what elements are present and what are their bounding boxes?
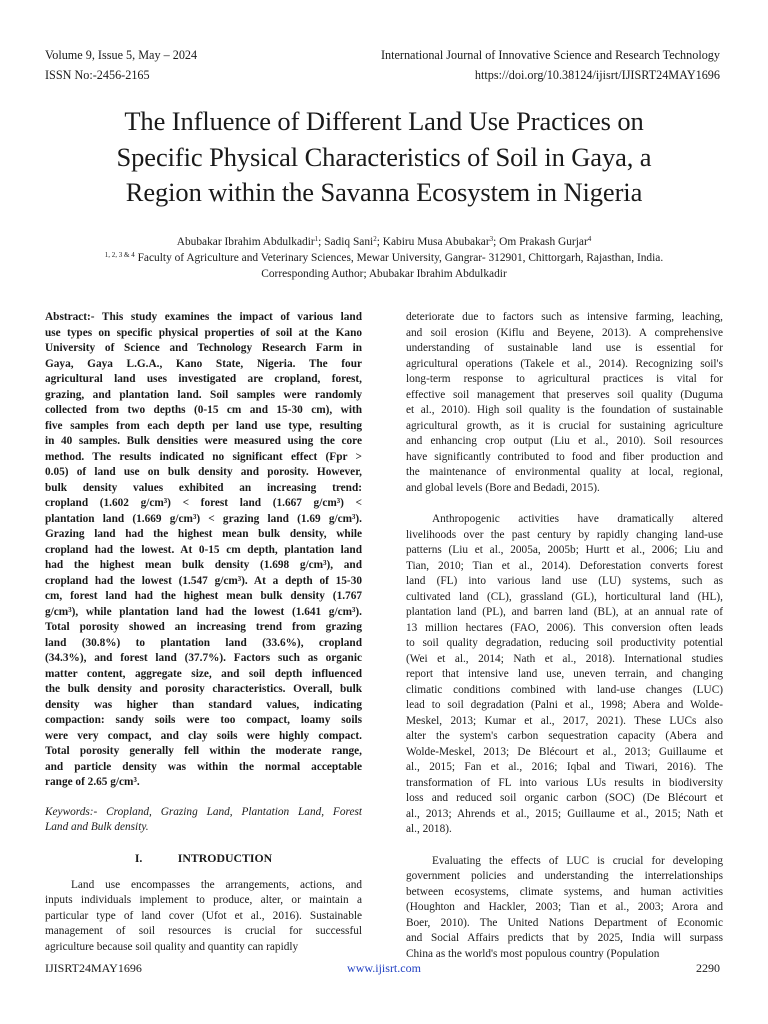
text-line: patterns (Liu et al., 2005a, 2005b; Hurtt et al., 2006; Liu and: [406, 544, 723, 556]
text-line: Keywords:- Cropland, Grazing Land, Plantation Land, Forest: [45, 805, 362, 818]
text-line: and soil erosion (Kiflu and Beyene, 2013). A comprehensive: [406, 326, 723, 339]
text-line: Grazing land had the highest mean bulk density, while: [45, 528, 362, 540]
text-line: had the highest mean bulk density (1.698 g/cm³), and: [45, 559, 362, 571]
text-line: (34.3%), and forest land (37.7%). Factors such as organic: [45, 652, 362, 664]
text-line: in 40 samples. Bulk densities were measured using the core: [45, 435, 362, 447]
text-line: government policies and understanding the interrelationships: [406, 870, 723, 882]
title-line: Region within the Savanna Ecosystem in Nigeria: [125, 177, 643, 207]
text-line: cropland had the lowest (1.547 g/cm³). At a depth of 15-30: [45, 574, 362, 587]
intro-paragraph: [45, 878, 362, 956]
text-line: transformation of FL into various LUs results in biodiversity: [406, 776, 723, 789]
text-line: al., 2015; Fan et al., 2016; Iqbal and Tiwari, 2016). The: [406, 761, 723, 773]
title-line: Specific Physical Characteristics of Soil in Gaya, a: [116, 141, 652, 172]
text-line: livelihoods over the past century by rapidly changing land-use: [406, 528, 723, 541]
text-line: grazing, and plantation land. Soil samples were randomly: [45, 388, 362, 401]
text-line: understanding of sustainable land use is essential for: [406, 342, 723, 354]
journal-name: International Journal of Innovative Science and Research Technology: [380, 48, 720, 62]
section-heading: I. INTRODUCTION: [134, 850, 273, 865]
text-line: the maintenance of environmental quality at local, regional,: [406, 466, 723, 478]
text-line: agricultural operations (Takele et al., 2014). Recognizing soil's: [406, 357, 723, 370]
text-line: Abstract:- This study examines the impact of various land: [45, 311, 362, 323]
website-link[interactable]: www.ijisrt.com: [347, 961, 421, 975]
text-line: cm, forest land had the highest mean bulk density (1.767: [45, 590, 362, 602]
text-line: University of Science and Technology Research Farm in: [45, 342, 362, 354]
text-line: five samples from each depth per land use type, resulting: [45, 419, 362, 432]
paragraph: [406, 310, 723, 496]
text-line: use types on specific physical properties of soil at the Kano: [45, 326, 362, 339]
author-name: ; Om Prakash Gurjar: [493, 236, 588, 248]
text-line: inputs individuals implement to produce, alter, or maintain a: [45, 894, 362, 906]
left-column: [45, 310, 362, 955]
author-list: Abubakar Ibrahim Abdulkadir$^1$; Sadiq Sani$^2$; Kabiru Musa Abubakar$^3$; Om Prakash Gurjar$^4$: [176, 235, 592, 248]
text-line: report that intensive land use, uneven terrain, and changing: [406, 668, 723, 680]
text-line: plantation land (PL), and barren land (BL), at an annual rate of: [406, 606, 723, 618]
corresponding-author: Corresponding Author; Abubakar Ibrahim Abdulkadir: [261, 268, 507, 280]
text-line: the bulk density and porosity characteristics. Overall, bulk: [45, 683, 362, 695]
text-line: Boer, 2010). The United Nations Department of Economic: [406, 916, 723, 929]
text-line: 13 million hectares (FAO, 2006). This conversion often leads: [406, 621, 723, 634]
text-line: Wolde-Meskel, 2013; De Blécourt et al., 2013; Guillaume et: [406, 745, 723, 758]
text-line: and global levels (Bore and Bedadi, 2015).: [406, 481, 600, 494]
text-line: have significantly contributed to food and fiber production and: [406, 450, 723, 463]
text-line: cropland had the lowest. At 0-15 cm depth, plantation land: [45, 543, 362, 556]
text-line: al., 2013; Ahrends et al., 2015; Guillaume et al., 2015; Nath et: [406, 807, 723, 820]
paper-id: IJISRT24MAY1696: [45, 961, 142, 975]
text-line: collected from two depths (0-15 cm and 15-30 cm), with: [45, 404, 362, 416]
text-line: lead to soil degradation (Palni et al., 1998; Abera and Wolde-: [406, 699, 723, 711]
keywords: [45, 805, 362, 836]
text-line: et al., 2010). High soil quality is the foundation of sustainable: [406, 404, 723, 416]
paper-title: [0, 104, 768, 211]
text-line: plantation land (1.669 g/cm³) < grazing land (1.69 g/cm³).: [45, 512, 362, 525]
text-line: land (30.8%) to plantation land (33.6%), cropland: [45, 636, 362, 649]
journal-volume: Volume 9, Issue 5, May – 2024: [45, 48, 198, 62]
text-line: Anthropogenic activities have dramatically altered: [432, 513, 723, 525]
text-line: climatic conditions combined with land-use changes (LUC): [406, 683, 723, 696]
text-line: deteriorate due to factors such as intensive farming, leaching,: [406, 311, 723, 323]
text-line: Tian, 2010; Tian et al., 2014). Deforestation converts forest: [406, 559, 723, 572]
text-line: (Houghton and Hackler, 2003; Tian et al., 2003; Arora and: [406, 901, 723, 913]
page-number: 2290: [696, 961, 720, 975]
right-column: [406, 310, 723, 962]
paragraph: [406, 854, 723, 963]
text-line: China as the world's most populous country (Population: [406, 947, 660, 960]
text-line: were very compact, and clay soils were highly compact.: [45, 729, 362, 742]
author-name: ; Sadiq Sani: [318, 236, 374, 248]
text-line: and Social Affairs predicts that by 2025, India will surpass: [406, 932, 723, 944]
doi-link[interactable]: https://doi.org/10.38124/ijisrt/IJISRT24MAY1696: [474, 68, 720, 82]
text-line: 0.05) of land use on bulk density and porosity. However,: [45, 466, 362, 478]
text-line: to soil quality degradation, reducing soil productivity potential: [406, 637, 723, 649]
text-line: compaction: sandy soils were too compact, loamy soils: [45, 714, 362, 726]
text-line: Total porosity showed an increasing trend from grazing: [45, 621, 362, 633]
text-line: density was higher than standard values, indicating: [45, 698, 362, 711]
text-line: long-term response to agricultural practices is vital for: [406, 373, 723, 385]
text-line: Total porosity generally fell within the moderate range,: [45, 745, 362, 757]
text-line: agricultural land uses investigated are cropland, forest,: [45, 373, 362, 385]
text-line: agricultural growth, as it is crucial for sustaining agriculture: [406, 419, 723, 432]
text-line: Evaluating the effects of LUC is crucial for developing: [432, 854, 723, 867]
text-line: cultivated land (CL), grassland (GL), horticultural land (HL),: [406, 590, 723, 603]
author-name: ; Kabiru Musa Abubakar: [376, 236, 490, 248]
text-line: and enhancing crop output (Liu et al., 2010). Soil resources: [406, 435, 723, 447]
text-line: and particle density was within the normal acceptable: [45, 760, 362, 773]
text-line: particular type of land cover (Ufot et al., 2016). Sustainable: [45, 909, 362, 922]
author-name: Abubakar Ibrahim Abdulkadir: [176, 236, 315, 248]
text-line: effective soil management that preserves soil quality (Duguma: [406, 388, 723, 401]
text-line: Gaya, Gaya L.G.A., Kano State, Nigeria. The four: [45, 357, 362, 370]
paragraph: [406, 512, 723, 838]
text-line: loss and reduced soil organic carbon (SOC) (De Blécourt et: [406, 792, 723, 804]
text-line: matter content, aggregate size, and soil depth influenced: [45, 667, 362, 680]
text-line: bulk density values exhibited an increasing trend:: [45, 481, 362, 494]
text-line: range of 2.65 g/cm³.: [45, 776, 140, 788]
text-line: cropland (1.602 g/cm³) < forest land (1.667 g/cm³) <: [45, 497, 362, 509]
title-line: The Influence of Different Land Use Practices on: [124, 106, 644, 136]
text-line: g/cm³), while plantation land had the lowest (1.641 g/cm³).: [45, 605, 362, 618]
text-line: al., 2018).: [406, 823, 452, 835]
affiliation: $^{1, 2, 3 \& 4}$ Faculty of Agriculture and Veterinary Sciences, Mewar University, Gangrar- 312901, Chittorgarh, Rajasthan, India.: [104, 251, 664, 264]
text-line: management of soil resources is crucial for successful: [45, 925, 362, 937]
issn: ISSN No:-2456-2165: [45, 68, 150, 82]
text-line: Land and Bulk density.: [45, 821, 149, 833]
text-line: alter the system's carbon sequestration capacity (Abera and: [406, 730, 723, 742]
text-line: method. The results indicated no significant effect (Fpr >: [45, 450, 362, 463]
text-line: Meskel, 2013; Kumar et al., 2017, 2021). These LUCs also: [406, 714, 723, 727]
text-line: agriculture because soil quality and quantity can rapidly: [45, 940, 299, 953]
text-line: Land use encompasses the arrangements, actions, and: [71, 878, 362, 891]
abstract: [45, 310, 362, 791]
text-line: (Wei et al., 2014; Nath et al., 2018). International studies: [406, 652, 723, 665]
text-line: between ecosystems, climate systems, and human activities: [406, 885, 723, 898]
text-line: land (FL) into various land use (LU) systems, such as: [406, 575, 723, 587]
